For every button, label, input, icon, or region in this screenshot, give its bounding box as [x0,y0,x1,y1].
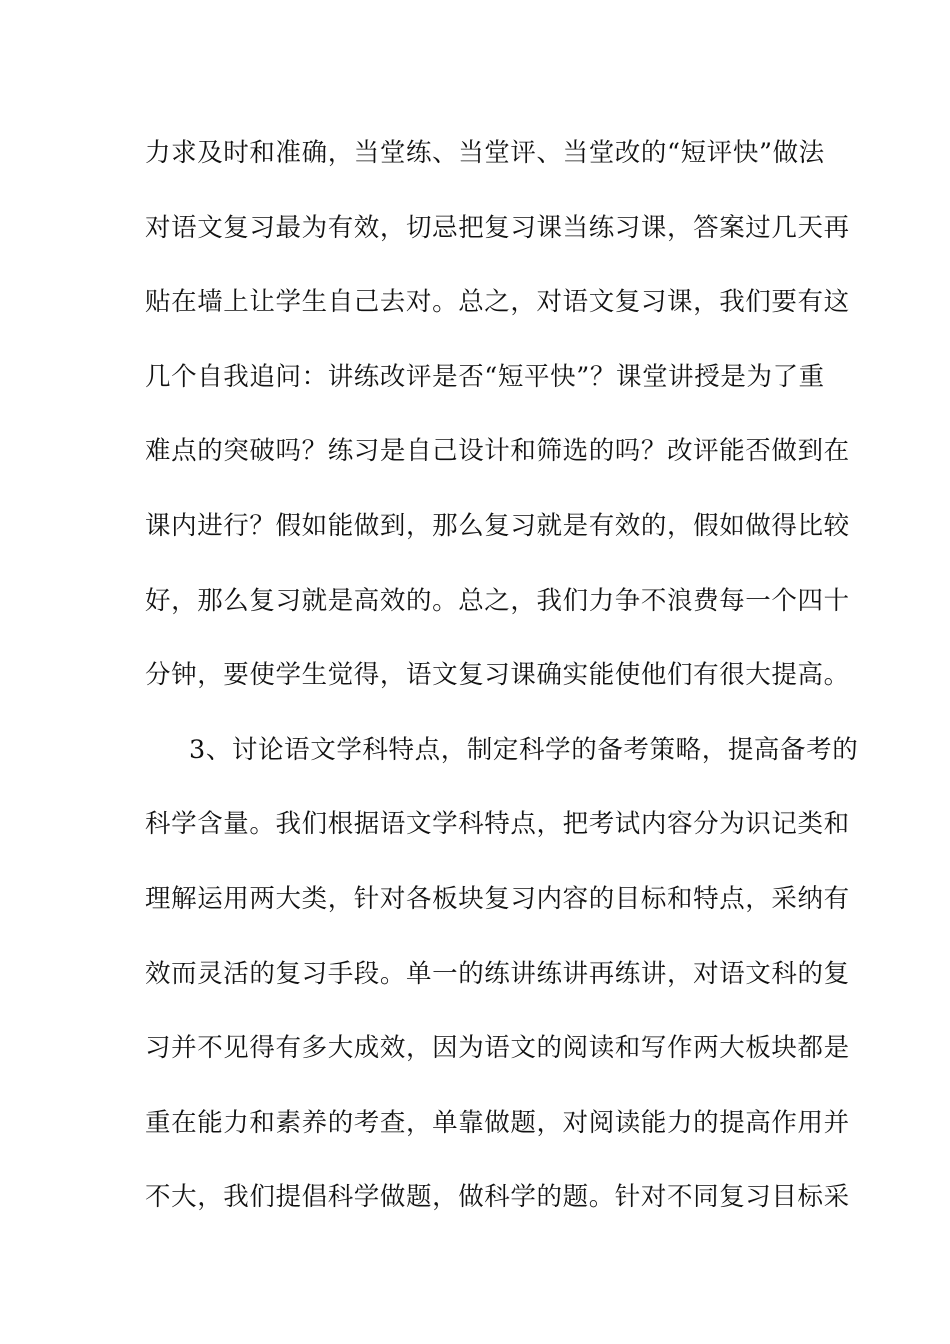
text-line: 分钟，要使学生觉得，语文复习课确实能使他们有很大提高。 [145,660,850,691]
text-line: 理解运用两大类，针对各板块复习内容的目标和特点，采纳有 [145,883,850,914]
text-line: 力求及时和准确，当堂练、当堂评、当堂改的“短评快”做法 [145,138,825,168]
text-line: 对语文复习最为有效，切忌把复习课当练习课，答案过几天再 [145,212,850,243]
text-line: 效而灵活的复习手段。单一的练讲练讲再练讲，对语文科的复 [145,958,850,989]
text-line: 不大，我们提倡科学做题，做科学的题。针对不同复习目标采 [145,1182,850,1213]
text-line: 课内进行？假如能做到，那么复习就是有效的，假如做得比较 [145,510,850,541]
text-line: 重在能力和素养的考查，单靠做题，对阅读能力的提高作用并 [145,1107,850,1138]
text-line: 贴在墙上让学生自己去对。总之，对语文复习课，我们要有这 [145,287,850,318]
text-line: 几个自我追问：讲练改评是否“短平快”？课堂讲授是为了重 [145,361,825,392]
body-text [145,132,859,1251]
text-line: 难点的突破吗？练习是自己设计和筛选的吗？改评能否做到在 [145,436,850,467]
text-line: 好，那么复习就是高效的。总之，我们力争不浪费每一个四十 [145,585,850,616]
text-line: 科学含量。我们根据语文学科特点，把考试内容分为识记类和 [145,809,850,840]
paragraph-start-line: 3、讨论语文学科特点，制定科学的备考策略，提高备考的 [189,734,859,765]
text-line: 习并不见得有多大成效，因为语文的阅读和写作两大板块都是 [145,1033,850,1064]
